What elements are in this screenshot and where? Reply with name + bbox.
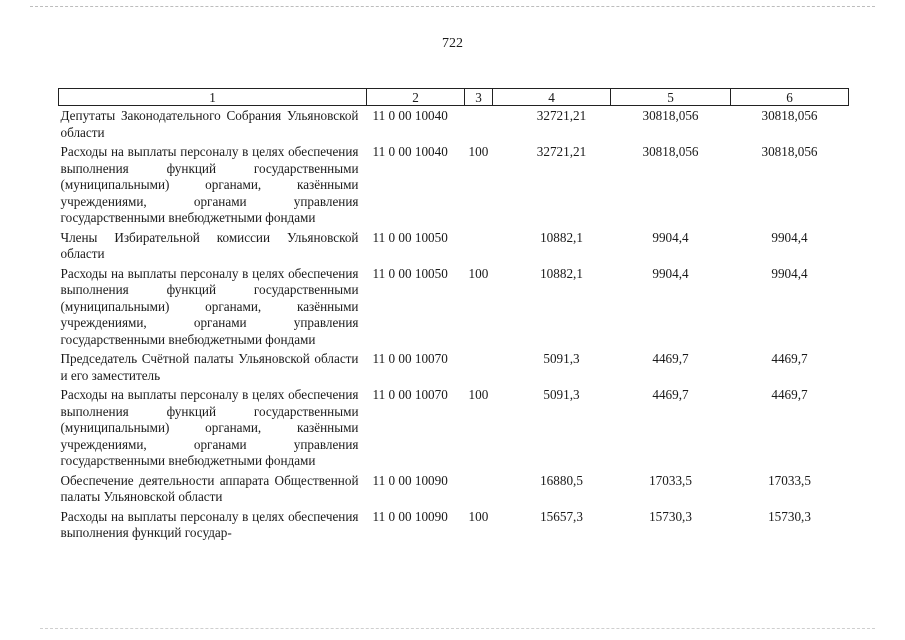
row-expense-type: 100 bbox=[468, 144, 489, 159]
row-value-4: 32721,21 bbox=[536, 108, 587, 123]
row-value-4: 15657,3 bbox=[540, 508, 583, 524]
row-target-code: 11 0 00 10090 bbox=[372, 508, 448, 524]
row-value-5: 30818,056 bbox=[642, 144, 699, 159]
row-value-5: 17033,5 bbox=[649, 472, 692, 488]
table-row bbox=[59, 264, 849, 350]
row-target-code: 11 0 00 10050 bbox=[372, 265, 448, 281]
row-expense-type: 100 bbox=[468, 387, 489, 402]
row-value-6: 4469,7 bbox=[771, 387, 808, 402]
table-row bbox=[59, 385, 849, 471]
table-row bbox=[59, 507, 849, 543]
row-value-6: 17033,5 bbox=[768, 472, 811, 488]
row-value-6: 9904,4 bbox=[771, 229, 808, 245]
row-expense-type bbox=[465, 349, 493, 385]
table-header bbox=[59, 89, 849, 106]
row-name: Обеспечение деятельности аппарата Общественной палаты Ульяновской области bbox=[60, 472, 359, 504]
row-name: Председатель Счётной палаты Ульяновской области и его заместитель bbox=[60, 351, 359, 383]
row-name: Члены Избирательной комиссии Ульяновской области bbox=[60, 229, 359, 261]
row-expense-type: 100 bbox=[468, 265, 489, 281]
table-body bbox=[59, 106, 849, 543]
row-value-4: 5091,3 bbox=[543, 387, 580, 402]
header-row bbox=[59, 89, 849, 106]
row-target-code: 11 0 00 10070 bbox=[372, 387, 448, 402]
header-col-5: 5 bbox=[611, 89, 731, 106]
table-row bbox=[59, 228, 849, 264]
row-expense-type bbox=[465, 471, 493, 507]
row-value-5: 9904,4 bbox=[652, 229, 689, 245]
row-value-6: 15730,3 bbox=[768, 508, 811, 524]
header-col-2: 2 bbox=[367, 89, 465, 106]
row-name: Депутаты Законодательного Собрания Ульяновской области bbox=[60, 108, 359, 140]
row-value-5: 15730,3 bbox=[649, 508, 692, 524]
row-value-4: 10882,1 bbox=[540, 265, 583, 281]
row-value-6: 30818,056 bbox=[761, 144, 818, 159]
row-value-5: 30818,056 bbox=[642, 108, 699, 123]
table-row bbox=[59, 349, 849, 385]
budget-table bbox=[58, 88, 849, 543]
row-target-code: 11 0 00 10040 bbox=[372, 108, 448, 123]
row-value-5: 4469,7 bbox=[652, 387, 689, 402]
row-value-5: 4469,7 bbox=[652, 351, 689, 366]
row-target-code: 11 0 00 10090 bbox=[372, 472, 448, 488]
row-value-6: 9904,4 bbox=[771, 265, 808, 281]
row-name: Расходы на выплаты персоналу в целях обеспечения выполнения функций государ- bbox=[60, 508, 359, 540]
row-value-6: 4469,7 bbox=[771, 351, 808, 366]
row-value-4: 16880,5 bbox=[540, 472, 583, 488]
row-target-code: 11 0 00 10070 bbox=[372, 351, 448, 366]
row-target-code: 11 0 00 10040 bbox=[372, 144, 448, 159]
header-col-3: 3 bbox=[465, 89, 493, 106]
row-expense-type bbox=[465, 106, 493, 143]
row-expense-type: 100 bbox=[468, 508, 489, 524]
table-row bbox=[59, 471, 849, 507]
row-value-4: 5091,3 bbox=[543, 351, 580, 366]
header-col-6: 6 bbox=[731, 89, 849, 106]
header-col-4: 4 bbox=[493, 89, 611, 106]
top-scan-edge bbox=[30, 6, 875, 7]
bottom-scan-edge bbox=[40, 628, 875, 629]
row-value-4: 10882,1 bbox=[540, 229, 583, 245]
row-name: Расходы на выплаты персоналу в целях обеспечения выполнения функций государственными (муниципальными) органами, казёнными учреждениями, органами управления государственными внебюджетными фондами bbox=[60, 387, 359, 468]
row-name: Расходы на выплаты персоналу в целях обеспечения выполнения функций государственными (муниципальными) органами, казёнными учреждениями, органами управления государственными внебюджетными фондами bbox=[60, 265, 359, 347]
row-target-code: 11 0 00 10050 bbox=[372, 229, 448, 245]
row-expense-type bbox=[465, 228, 493, 264]
table-row bbox=[59, 106, 849, 143]
header-col-1: 1 bbox=[59, 89, 367, 106]
table-row bbox=[59, 142, 849, 228]
row-name: Расходы на выплаты персоналу в целях обеспечения выполнения функций государственными (муниципальными) органами, казёнными учреждениями, органами управления государственными внебюджетными фондами bbox=[60, 144, 359, 225]
row-value-4: 32721,21 bbox=[536, 144, 587, 159]
row-value-6: 30818,056 bbox=[761, 108, 818, 123]
page-number: 722 bbox=[442, 36, 463, 51]
row-value-5: 9904,4 bbox=[652, 265, 689, 281]
